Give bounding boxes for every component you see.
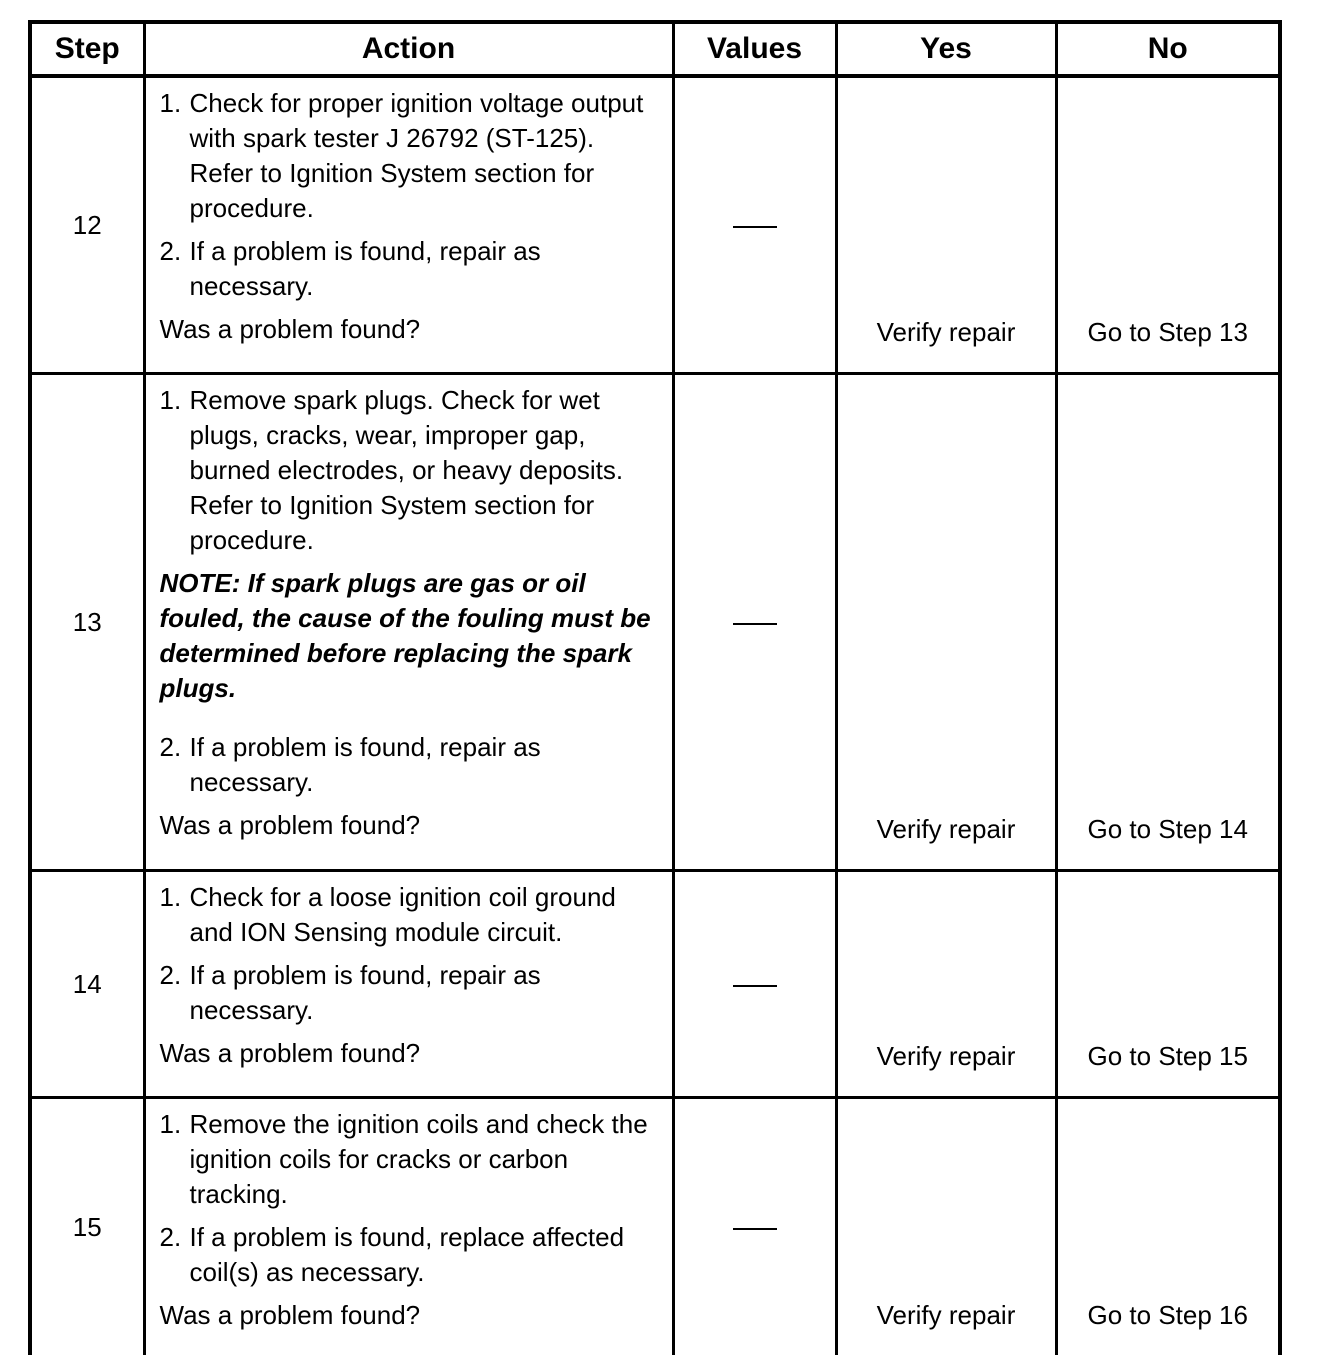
item-text: If a problem is found, repair as necessary. (189, 236, 541, 301)
yes-outcome: Verify repair (876, 1300, 1016, 1330)
header-row (30, 22, 1280, 76)
item-text: If a problem is found, repair as necessary. (189, 960, 541, 1025)
item-text: Remove the ignition coils and check the ignition coils for cracks or carbon tracking. (189, 1109, 648, 1209)
item-text: If a problem is found, replace affected coil(s) as necessary. (189, 1222, 625, 1287)
item-number: 1. (159, 1109, 182, 1139)
table-row (30, 76, 1280, 374)
yes-cell (836, 76, 1056, 374)
no-outcome: Go to Step 16 (1087, 1300, 1248, 1330)
action-cell (144, 1098, 673, 1356)
item-number: 1. (159, 88, 182, 118)
action-item (160, 234, 658, 304)
empty-value-dash (733, 623, 777, 625)
yes-outcome: Verify repair (876, 814, 1016, 844)
step-number: 12 (30, 76, 144, 374)
header-no: No (1056, 22, 1280, 76)
no-cell (1056, 871, 1280, 1098)
question-text: Was a problem found? (159, 1300, 421, 1330)
action-item (160, 86, 658, 226)
no-cell (1056, 1098, 1280, 1356)
action-item (160, 958, 658, 1028)
action-cell (144, 871, 673, 1098)
action-item (160, 880, 658, 950)
question-text: Was a problem found? (159, 1038, 421, 1068)
action-steps (160, 880, 658, 1028)
yes-outcome: Verify repair (876, 1041, 1016, 1071)
empty-value-dash (733, 226, 777, 228)
action-item (160, 730, 658, 800)
action-cell (144, 374, 673, 871)
values-cell (673, 1098, 836, 1356)
yes-cell (836, 374, 1056, 871)
question-text: Was a problem found? (159, 810, 421, 840)
action-steps (160, 383, 658, 558)
yes-cell (836, 1098, 1056, 1356)
header-step: Step (30, 22, 144, 76)
note-text: NOTE: If spark plugs are gas or oil fouled, the cause of the fouling must be determined before replacing the spark plugs. (159, 568, 651, 703)
no-outcome: Go to Step 14 (1087, 814, 1248, 844)
no-outcome: Go to Step 13 (1087, 317, 1248, 347)
table-row (30, 374, 1280, 871)
item-number: 2. (159, 732, 182, 762)
action-item (160, 383, 658, 558)
step-number: 15 (72, 1211, 102, 1242)
question-text: Was a problem found? (159, 314, 421, 344)
values-cell (673, 871, 836, 1098)
action-item (160, 1220, 658, 1290)
item-number: 2. (159, 236, 182, 266)
action-steps (160, 86, 658, 304)
step-number: 14 (30, 871, 144, 1098)
action-steps (160, 730, 658, 800)
empty-value-dash (733, 985, 777, 987)
yes-outcome: Verify repair (876, 317, 1016, 347)
action-steps (160, 1107, 658, 1290)
header-action: Action (144, 22, 673, 76)
yes-cell (836, 871, 1056, 1098)
item-text: Remove spark plugs. Check for wet plugs, cracks, wear, improper gap, burned electrodes, or heavy deposits. Refer to Ignition System section for procedure. (189, 385, 624, 555)
step-number: 13 (30, 374, 144, 871)
header-values: Values (673, 22, 836, 76)
no-cell (1056, 374, 1280, 871)
table-row (30, 871, 1280, 1098)
values-cell (673, 76, 836, 374)
values-cell (673, 374, 836, 871)
item-text: Check for proper ignition voltage output with spark tester J 26792 (ST-125). Refer to Ignition System section for procedure. (189, 88, 644, 223)
item-number: 1. (159, 385, 182, 415)
diagnostic-table (28, 20, 1282, 1355)
item-text: If a problem is found, repair as necessary. (189, 732, 541, 797)
item-number: 2. (159, 960, 182, 990)
no-cell (1056, 76, 1280, 374)
action-item (160, 1107, 658, 1212)
no-outcome: Go to Step 15 (1087, 1041, 1248, 1071)
header-yes: Yes (836, 22, 1056, 76)
empty-value-dash (733, 1228, 777, 1230)
table-row (30, 1098, 1280, 1356)
item-number: 1. (159, 882, 182, 912)
item-text: Check for a loose ignition coil ground and ION Sensing module circuit. (189, 882, 616, 947)
item-number: 2. (159, 1222, 182, 1252)
action-cell (144, 76, 673, 374)
